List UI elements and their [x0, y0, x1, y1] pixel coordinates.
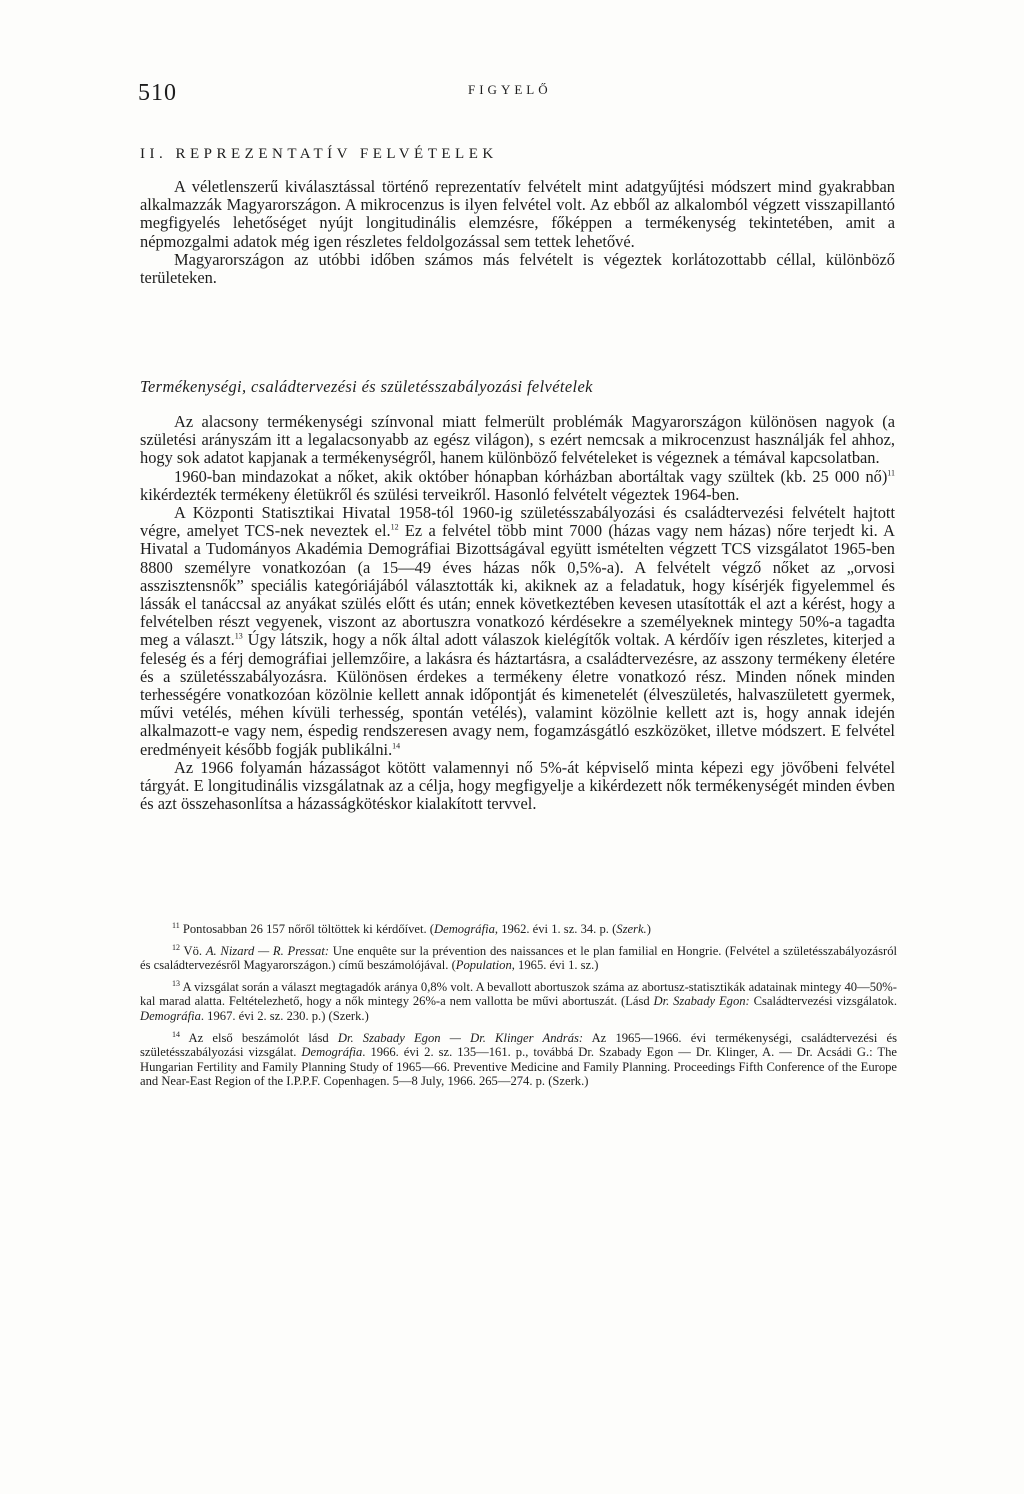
intro-text: [140, 178, 895, 287]
footnote-ref-12[interactable]: 12: [390, 522, 399, 532]
footnote-14: [140, 1031, 897, 1089]
footnote-text: Családtervezési vizsgálatok.: [749, 994, 897, 1009]
footnote-italic: Dr. Szabady Egon — Dr. Klinger András:: [337, 1030, 584, 1045]
footnote-text: . 1966. évi 2. sz. 135—161. p., továbbá Dr. Szabady Egon — Dr. Klinger, A. — Dr. Acsádi G.: The Hungarian Fertility and Family Planning Study of 1965—66. Preventive Medicine and Family Planning. Proceedings Fifth Conference of the Europe and Near-East Region of the I.P.P.F. Copenhagen. 5—8 July, 1966. 265—274. p. (Szerk.): [140, 1045, 897, 1089]
main-paragraph-3: [140, 504, 895, 759]
footnote-text: , 1965. évi 1. sz.): [511, 958, 599, 973]
main-paragraph-3-part-c: Úgy látszik, hogy a nők által adott válaszok kielégítők voltak. A kérdőív igen részletes, kiterjed a feleség és a férj demográfiai jellemzőire, a lakásra és háztartásra, a családtervezésre, az asszony termékeny életére és a születésszabályozásra. Különösen érdekes a termékeny életre vonatkozó rész. Minden nőnek minden terhességére vonatkozóan közölnie kellett annak időpontját és kimenetelét (élveszületés, halvaszületett gyermek, művi vetélés, méhen kívüli terhesség, spontán vetélés), valamint közölnie kellett azt is, hogy annak idején alkalmazott-e vagy nem, éspedig rendszeresen avagy nem, fogamzásgátló eszközöket, illetve módszert. E felvétel eredményeit később fogják publikálni.: [140, 630, 895, 759]
subsection-title: Termékenységi, családtervezési és születésszabályozási felvételek: [140, 377, 593, 396]
footnote-mark: 12: [172, 942, 180, 952]
main-paragraph-3-part-b: Ez a felvétel több mint 7000 (házas vagy nem házas) nőre terjedt ki. A Hivatal a Tudományos Akadémia Demográfiai Bizottságával együtt ismételten végzett TCS vizsgálatot 1965-ben 8800 személyre vonatkozóan (a 15—49 éves házas nők 0,5%-a). A felvételt végző nőket az „orvosi asszisztensnők” speciális kategóriájából választották ki, akiknek az a feladatuk, hogy kísérjék figyelemmel és lássák el tanáccsal az anyákat szülés előtt és után; ennek következtében kevesen utasították el azt a kérést, hogy a felvételben részt vegyenek, viszont az abortuszra vonatkozó kérdésekre a személyeknek mintegy 50%-a tagadta meg a választ.: [140, 521, 895, 650]
footnote-italic: A. Nizard — R. Pressat:: [205, 943, 330, 958]
footnote-13: [140, 980, 897, 1024]
intro-paragraph-2: Magyarországon az utóbbi időben számos más felvételt is végeztek korlátozottabb céllal, különböző területeken.: [140, 249, 895, 288]
footnote-italic: Demográfia: [140, 1008, 201, 1023]
footnote-italic: Demográfia: [301, 1045, 363, 1060]
main-text: [140, 413, 895, 813]
section-title: II. REPREZENTATÍV FELVÉTELEK: [140, 146, 498, 162]
footnote-text: ): [646, 922, 651, 936]
footnote-italic: Szerk.: [616, 922, 647, 936]
footnote-text: . 1967. évi 2. sz. 230. p.) (Szerk.): [200, 1008, 369, 1023]
footnote-italic: Population: [455, 958, 512, 973]
main-paragraph-2-part-b: kikérdezték termékeny életükről és szülési terveikről. Hasonló felvételt végeztek 1964-ben.: [140, 484, 740, 504]
footnote-text: , 1962. évi 1. sz. 34. p. (: [494, 922, 617, 936]
main-paragraph-4: Az 1966 folyamán házasságot kötött valamennyi nő 5%-át képviselő minta képezi egy jövőbeni felvétel tárgyát. E longitudinális vizsgálatnak az a célja, hogy megfigyelje a kikérdezett nők termékenységét minden évben és azt összehasonlítsa a házasságkötéskor kialakított tervvel.: [140, 757, 895, 814]
footnote-text: Az első beszámolót lásd: [188, 1030, 338, 1045]
footnote-italic: Demográfia: [434, 922, 495, 936]
main-paragraph-3-part-a: A Központi Statisztikai Hivatal 1958-tól 1960-ig születésszabályozási és családtervezési felvételt hajtott végre, amelyet TCS-nek neveztek el.: [140, 503, 895, 541]
footnote-ref-13[interactable]: 13: [234, 631, 243, 641]
intro-paragraph-1: A véletlenszerű kiválasztással történő reprezentatív felvételt mint adatgyűjtési módszert mind gyakrabban alkalmazzák Magyarországon. A mikrocenzus is ilyen felvétel volt. Az ebből az alkalomból végzett visszapillantó megfigyelés lehetőséget nyújt longitudinális elemzésre, főképpen a termékenység tekintetében, amit a népmozgalmi adatok még igen részletes feldolgozással sem tettek lehetővé.: [140, 177, 895, 251]
footnote-text: Pontosabban 26 157 nőről töltöttek ki kérdőívet. (: [182, 922, 435, 936]
footnote-italic: Dr. Szabady Egon:: [653, 994, 750, 1009]
footnote-mark: 13: [172, 978, 180, 988]
footnote-text: Une enquête sur la prévention des naissances et le plan familial en Hongrie. (Felvétel a születésszabályozásról és családtervezésről Magyarországon.) című beszámolójával. (: [140, 943, 898, 973]
footnote-text: Az 1965—1966. évi termékenységi, családtervezési és születésszabályozási vizsgálat.: [140, 1030, 897, 1060]
footnote-ref-14[interactable]: 14: [392, 741, 401, 751]
footnotes: [140, 922, 897, 1096]
footnote-mark: 11: [172, 920, 180, 930]
main-paragraph-2-part-a: 1960-ban mindazokat a nőket, akik október hónapban kórházban abortáltak vagy szültek (kb. 25 000 nő): [174, 466, 888, 486]
footnote-text: A vizsgálat során a választ megtagadók aránya 0,8% volt. A bevallott abortuszok száma az abortusz-statisztikák adatainak mintegy 40—50%-kal marad alatta. Feltételezhető, hogy a nők mintegy 26%-a nem vallotta be művi abortuszát. (Lásd: [140, 979, 897, 1009]
main-paragraph-2: [140, 468, 895, 504]
footnote-12: [140, 944, 897, 973]
footnote-ref-11[interactable]: 11: [887, 468, 895, 478]
page-header: [138, 80, 898, 110]
footnote-text: Vö.: [183, 943, 206, 958]
footnote-mark: 14: [172, 1029, 180, 1039]
footnote-11: [140, 922, 897, 937]
running-head: FIGYELŐ: [468, 82, 552, 97]
page-number: 510: [138, 80, 177, 106]
main-paragraph-1: Az alacsony termékenységi színvonal miatt felmerült problémák Magyarországon különösen nagyok (a születési arányszám itt a legalacsonyabb az egész világon), s ezért nemcsak a mikrocenzust használják fel ahhoz, hogy sok adatot kapjanak a termékenységről, hanem különböző felvételeket is végeznek a témával kapcsolatban.: [140, 412, 895, 468]
